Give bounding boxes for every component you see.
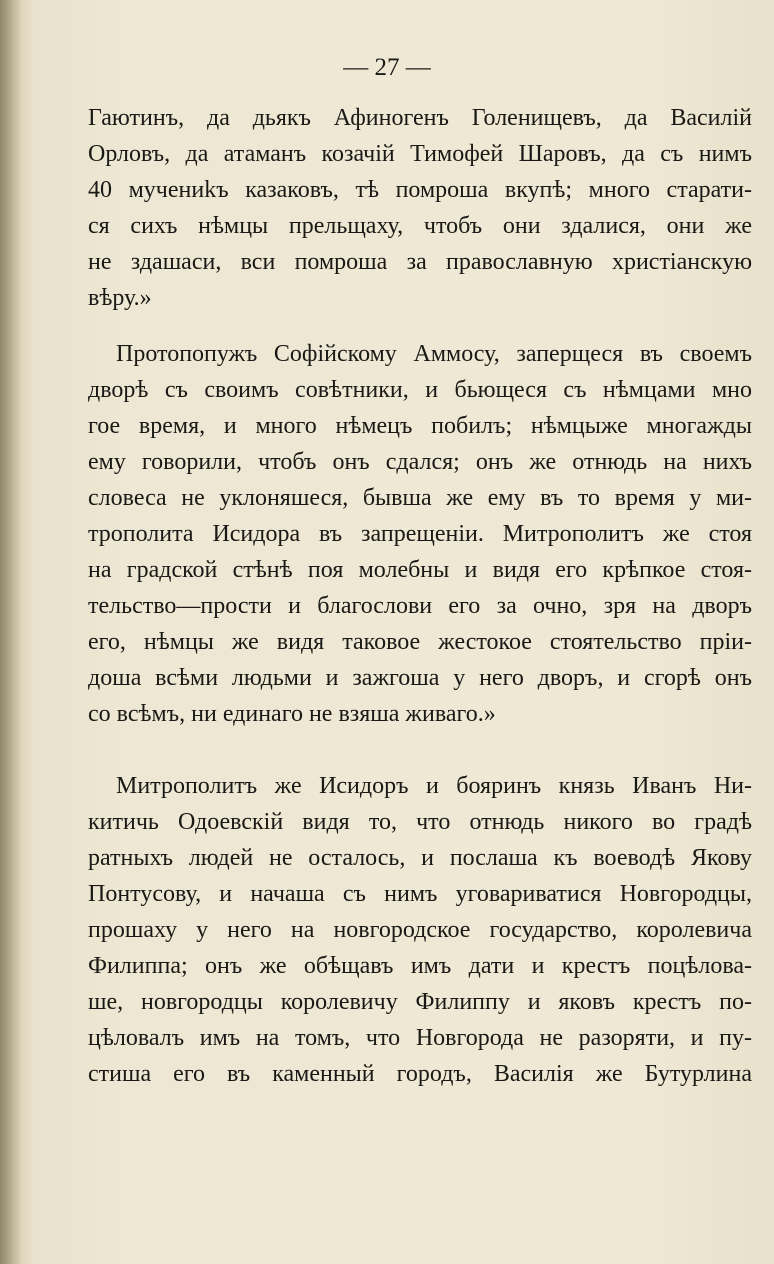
text-line: цѣловалъ имъ на томъ, что Новгорода не разоряти, и пу-: [88, 1025, 752, 1051]
text-line: ратныхъ людей не осталось, и послаша къ воеводѣ Якову: [88, 845, 752, 871]
text-line: китичь Одоевскій видя то, что отнюдь никого во градѣ: [88, 809, 752, 835]
body-text: [88, 100, 752, 1092]
text-line: прошаху у него на новгородское государство, королевича: [88, 917, 752, 943]
text-line: словеса не уклоняшеся, бывша же ему въ то время у ми-: [88, 485, 752, 511]
text-line: Протопопужъ Софійскому Аммосу, заперщеся въ своемъ: [116, 341, 752, 367]
text-line: его, нѣмцы же видя таковое жестокое стоятельство пріи-: [88, 629, 752, 655]
paragraph-2: [88, 336, 752, 732]
text-line: гое время, и много нѣмецъ побилъ; нѣмцыже многажды: [88, 413, 752, 439]
text-line: на градской стѣнѣ поя молебны и видя его крѣпкое стоя-: [88, 557, 752, 583]
text-line: дворѣ съ своимъ совѣтники, и бьющеся съ нѣмцами мно: [88, 377, 752, 403]
text-line: не здашаси, вси помроша за православную христіанскую: [88, 249, 752, 275]
text-line: Гаютинъ, да дьякъ Афиногенъ Голенищевъ, да Василій: [88, 105, 752, 131]
text-line: ся сихъ нѣмцы прельщаху, чтобъ они здалися, они же: [88, 213, 752, 239]
page-number: — 27 —: [343, 54, 431, 81]
text-line: Орловъ, да атаманъ козачій Тимофей Шаровъ, да съ нимъ: [88, 141, 752, 167]
text-line: ше, новгородцы королевичу Филиппу и яковъ крестъ по-: [88, 989, 752, 1015]
paragraph-1: [88, 100, 752, 316]
text-line: трополита Исидора въ запрещеніи. Митрополитъ же стоя: [88, 521, 752, 547]
text-line: 40 мучениkъ казаковъ, тѣ помроша вкупѣ; много старати-: [88, 177, 752, 203]
text-line: тельство—прости и благослови его за очно, зря на дворъ: [88, 593, 752, 619]
text-line: Филиппа; онъ же обѣщавъ имъ дати и крестъ поцѣлова-: [88, 953, 752, 979]
paragraph-3: [88, 768, 752, 1092]
text-line: со всѣмъ, ни единаго не взяша живаго.»: [88, 701, 496, 727]
binding-shadow: [0, 0, 22, 1264]
text-line: ему говорили, чтобъ онъ сдался; онъ же отнюдь на нихъ: [88, 449, 752, 475]
text-line: вѣру.»: [88, 285, 152, 311]
text-line: доша всѣми людьми и зажгоша у него дворъ, и сгорѣ онъ: [88, 665, 752, 691]
text-line: Митрополитъ же Исидоръ и бояринъ князь Иванъ Ни-: [116, 773, 752, 799]
text-line: стиша его въ каменный городъ, Василія же Бутурлина: [88, 1061, 752, 1087]
text-line: Понтусову, и начаша съ нимъ уговариватися Новгородцы,: [88, 881, 752, 907]
